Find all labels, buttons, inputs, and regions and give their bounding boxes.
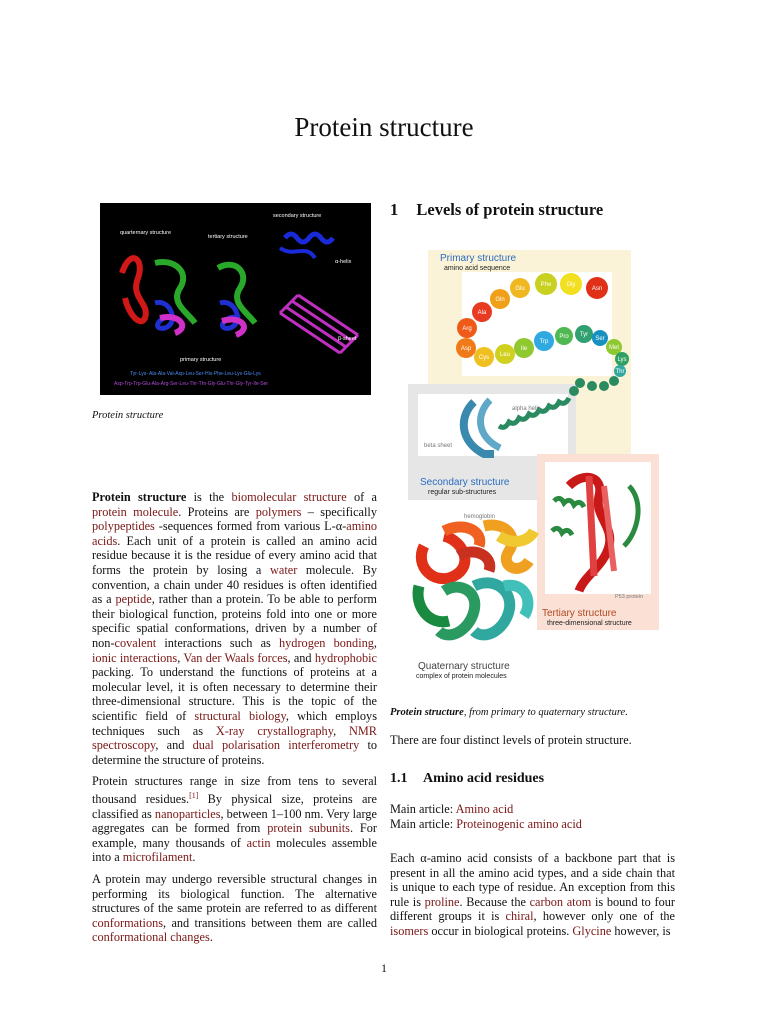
right-figure-caption: Protein structure, from primary to quaternary structure.	[390, 707, 628, 718]
residue-asp: Asp	[460, 346, 472, 352]
residue-ile: Ile	[520, 346, 528, 352]
residue-phe: Phe	[540, 282, 552, 288]
section-heading	[390, 200, 603, 220]
tertiary-ribbon	[218, 265, 255, 335]
intro-paragraph-1: Protein structure is the biomolecular structure of a protein molecule. Proteins are polymers – specifically polypeptides -sequences formed from various L-α-amino acids. Each unit of a protein is called an amino acid residue because it is the residue of every amino acid that forms the protein by losing a water molecule. By convention, a chain under 40 residues is often identified as a peptide, rather than a protein. To be able to perform their biological function, proteins fold into one or more specific spatial conformations, driven by a number of non-covalent interactions such as hydrogen bonding, ionic interactions, Van der Waals forces, and hydrophobic packing. To understand the functions of proteins at a molecular level, it is often necessary to determine their three-dimensional structure. This is the topic of the scientific field of structural biology, which employs techniques such as X-ray crystallography, NMR spectroscopy, and dual polarisation interferometry to determine the structure of proteins.	[92, 490, 378, 767]
p53-label: P53 protein	[615, 594, 644, 600]
tertiary-structure-title: Tertiary structure	[542, 608, 617, 619]
sequence-line-1: Tyr-Lys- Ala-Ala-Val-Asp-Leu-Ser-His-Phe-Leu-Lys-Glu-Lys	[130, 371, 261, 377]
intro-paragraph-3: A protein may undergo reversible structural changes in performing its biological function. The alternative structures of the same protein are referred to as different conformations, and transitions between them are called conformational changes.	[92, 871, 377, 945]
beta-sheet-label: beta sheet	[424, 443, 453, 449]
primary-structure-subtitle: amino acid sequence	[444, 265, 511, 272]
beta-sheet-ribbon	[280, 295, 358, 353]
section-number: 1	[390, 200, 399, 219]
subsection-title: Amino acid residues	[423, 771, 545, 786]
main-article-prefix: Main article:	[390, 817, 457, 831]
section-title: Levels of protein structure	[416, 200, 604, 219]
alpha-helix-label: alpha helix	[512, 406, 541, 412]
beta-sheet-label: β-sheet	[338, 336, 357, 342]
residue-trp: Trp	[539, 339, 549, 345]
sequence-line-2: Asp-Trp-Trp-Glu-Ala-Arg-Ser-Leu-Thr-Thr-Gly-Glu-Thr-Gly-Tyr-Ile-Ser	[114, 381, 269, 387]
residue-tyr: Tyr	[579, 332, 589, 338]
proteinogenic-link[interactable]: Proteinogenic amino acid	[456, 817, 582, 831]
secondary-label: secondary structure	[273, 213, 322, 219]
page-number: 1	[381, 961, 387, 975]
subsection-number: 1.1	[390, 771, 408, 786]
page-title: Protein structure	[294, 112, 474, 142]
quaternary-structure-subtitle: complex of protein molecules	[416, 673, 507, 680]
residue-thr: Thr	[615, 369, 625, 375]
left-figure-caption: Protein structure	[92, 410, 164, 421]
alpha-helix-ribbon	[285, 234, 333, 242]
residue-lys: Lys	[617, 357, 627, 363]
residue-gln: Gln	[495, 297, 505, 303]
levels-intro: There are four distinct levels of protein structure.	[390, 733, 632, 747]
tertiary-label: tertiary structure	[208, 234, 248, 240]
structure-levels-illustration	[404, 246, 662, 686]
hemoglobin-label: hemoglobin	[464, 514, 496, 520]
residue-pro: Pro	[559, 334, 569, 340]
protein-structure-figure	[100, 203, 371, 395]
residue-glu: Glu	[515, 286, 525, 292]
tertiary-structure-subtitle: three-dimensional structure	[547, 620, 632, 627]
residue-asn: Asn	[591, 286, 603, 292]
residue-ala: Ala	[477, 310, 487, 316]
subsection-heading	[390, 771, 544, 787]
main-article-1	[390, 802, 513, 817]
secondary-structure-title: Secondary structure	[420, 477, 510, 488]
residue-leu: Leu	[499, 352, 511, 358]
quaternary-label: quarternary structure	[120, 230, 172, 236]
left-column	[92, 490, 377, 945]
residue-arg: Arg	[462, 326, 472, 332]
primary-label: primary structure	[180, 357, 222, 363]
structure-levels-figure	[404, 246, 662, 686]
residue-met: Met	[608, 345, 620, 351]
quaternary-structure-title: Quaternary structure	[418, 661, 510, 672]
quaternary-ribbon	[122, 258, 195, 333]
amino-acid-link[interactable]: Amino acid	[455, 802, 514, 816]
main-article-prefix: Main article:	[390, 802, 456, 816]
protein-structure-illustration	[100, 203, 371, 395]
main-article-2	[390, 817, 582, 832]
hemoglobin-ribbon	[418, 525, 534, 635]
residue-ser: Ser	[595, 336, 605, 342]
alpha-helix-label: α-helix	[335, 259, 352, 265]
residue-gly: Gly	[566, 282, 576, 288]
intro-paragraph-2: Protein structures range in size from tens to several thousand residues.[1] By physical size, proteins are classified as nanoparticles, between 1–100 nm. Very large aggregates can be formed from protein subunits. For example, many thousands of actin molecules assemble into a microfilament.	[92, 774, 378, 865]
amino-acid-paragraph: Each α-amino acid consists of a backbone part that is present in all the amino acid types, and a side chain that is unique to each type of residue. An exception from this rule is proline. Because the carbon atom is bound to four different groups it is chiral, however only one of the isomers occur in biological proteins. Glycine however, is	[390, 851, 675, 938]
secondary-structure-subtitle: regular sub-structures	[428, 489, 497, 496]
primary-structure-title: Primary structure	[440, 253, 517, 264]
residue-cys: Cys	[478, 355, 490, 361]
